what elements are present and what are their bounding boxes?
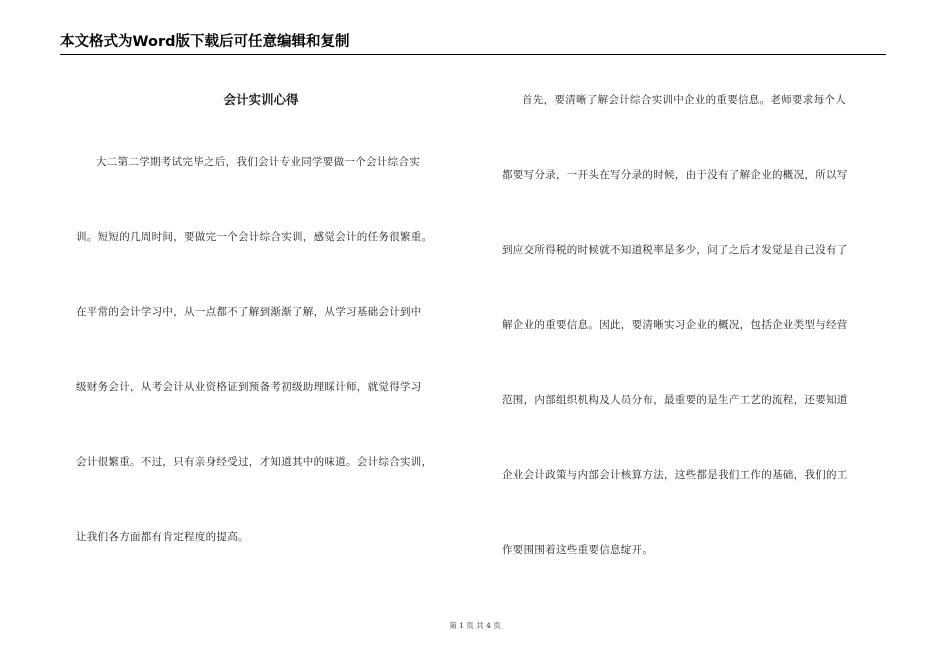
paragraph-line: 在平常的会计学习中，从一点都不了解到渐渐了解，从学习基础会计到中 xyxy=(76,306,422,318)
paragraph-line: 解企业的重要信息。因此，要清晰实习企业的概况，包括企业类型与经营 xyxy=(502,319,848,331)
header-text: 本文格式为Word版下载后可任意编辑和复制 xyxy=(60,34,350,50)
paragraph-line: 企业会计政策与内部会计核算方法，这些都是我们工作的基础，我们的工 xyxy=(502,469,848,481)
paragraph-line: 会计很繁重。不过，只有亲身经受过，才知道其中的味道。会计综合实训， xyxy=(76,456,433,468)
paragraph-line: 让我们各方面都有肯定程度的提高。 xyxy=(76,531,249,543)
page-number: 第 1 页 共 4 页 xyxy=(449,621,501,630)
left-column xyxy=(76,88,466,549)
paragraph-line: 范围，内部组织机构及人员分布，最重要的是生产工艺的流程，还要知道 xyxy=(502,394,848,406)
paragraph-line: 训。短短的几周时间，要做完一个会计综合实训，感觉会计的任务很繁重。 xyxy=(76,231,433,243)
paragraph-line: 都要写分录，一开头在写分录的时候，由于没有了解企业的概况，所以写 xyxy=(502,169,848,181)
paragraph-line: 到应交所得税的时候就不知道税率是多少，问了之后才发觉是自己没有了 xyxy=(502,244,848,256)
paragraph-line: 首先，要清晰了解会计综合实训中企业的重要信息。老师要求每个人 xyxy=(522,94,846,106)
document-title: 会计实训心得 xyxy=(223,92,299,107)
paragraph-line: 大二第二学期考试完毕之后，我们会计专业同学要做一个会计综合实 xyxy=(96,156,420,168)
paragraph-line: 作要围围着这些重要信息绽开。 xyxy=(502,544,654,556)
right-column xyxy=(502,88,888,562)
page-header xyxy=(60,32,886,55)
paragraph-line: 级财务会计，从考会计从业资格证到预备考初级助理睬计师，就觉得学习 xyxy=(76,381,422,393)
